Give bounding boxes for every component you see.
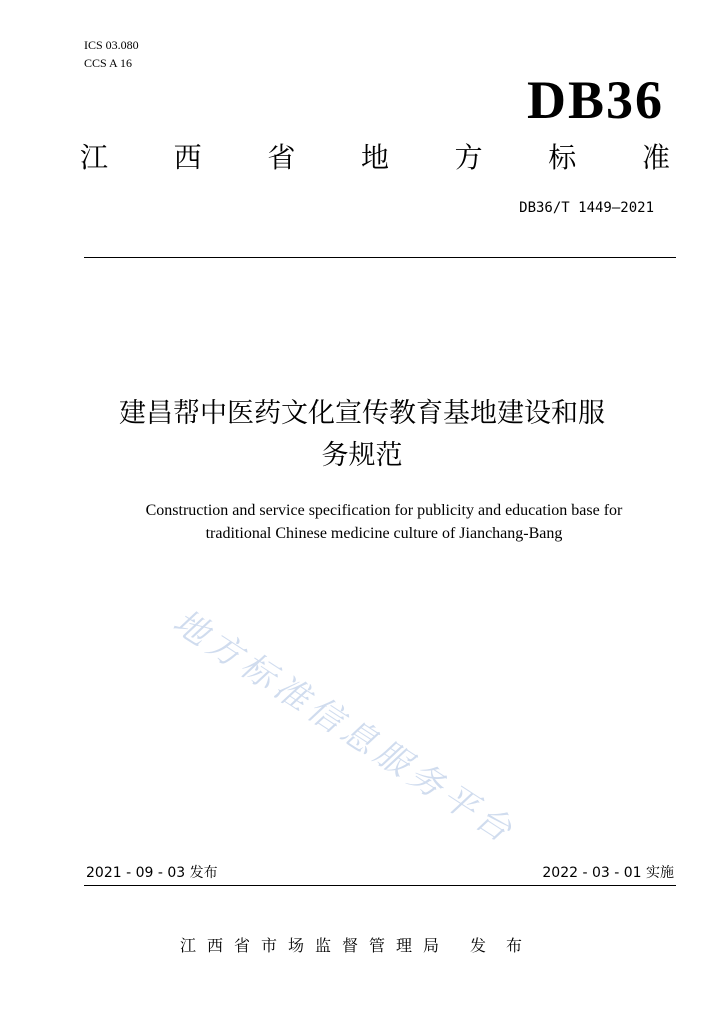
category-char: 标 bbox=[548, 141, 577, 174]
ics-code: ICS 03.080 bbox=[84, 38, 139, 52]
issuer-action: 发布 bbox=[470, 936, 543, 955]
standard-number: DB36/T 1449—2021 bbox=[519, 200, 654, 216]
category-char: 江 bbox=[80, 141, 109, 174]
issuer-line bbox=[180, 935, 542, 957]
english-title-line-1: Construction and service specification for publicity and education base for bbox=[145, 502, 623, 519]
publish-date: 2021 - 09 - 03 发布 bbox=[86, 865, 218, 881]
category-char: 西 bbox=[173, 141, 202, 174]
english-title-line-2: traditional Chinese medicine culture of Jianchang-Bang bbox=[205, 525, 563, 542]
standard-logo: DB36 bbox=[526, 70, 664, 130]
category-char: 准 bbox=[641, 141, 670, 174]
standard-category-title bbox=[80, 138, 670, 178]
watermark: 地方标准信息服务平台 bbox=[165, 601, 524, 854]
chinese-title-line-1: 建昌帮中医药文化宣传教育基地建设和服 bbox=[119, 398, 605, 429]
ccs-code: CCS A 16 bbox=[84, 56, 133, 70]
date-row bbox=[86, 862, 674, 884]
category-char: 省 bbox=[267, 141, 296, 174]
footer-divider bbox=[84, 885, 676, 886]
issuer-organization: 江西省市场监督管理局 bbox=[180, 936, 451, 955]
implement-date: 2022 - 03 - 01 实施 bbox=[542, 865, 674, 881]
category-char: 地 bbox=[360, 141, 389, 174]
category-char: 方 bbox=[454, 141, 483, 174]
header-divider bbox=[84, 257, 676, 258]
chinese-title-line-2: 务规范 bbox=[321, 440, 403, 471]
classification-codes bbox=[84, 36, 139, 72]
